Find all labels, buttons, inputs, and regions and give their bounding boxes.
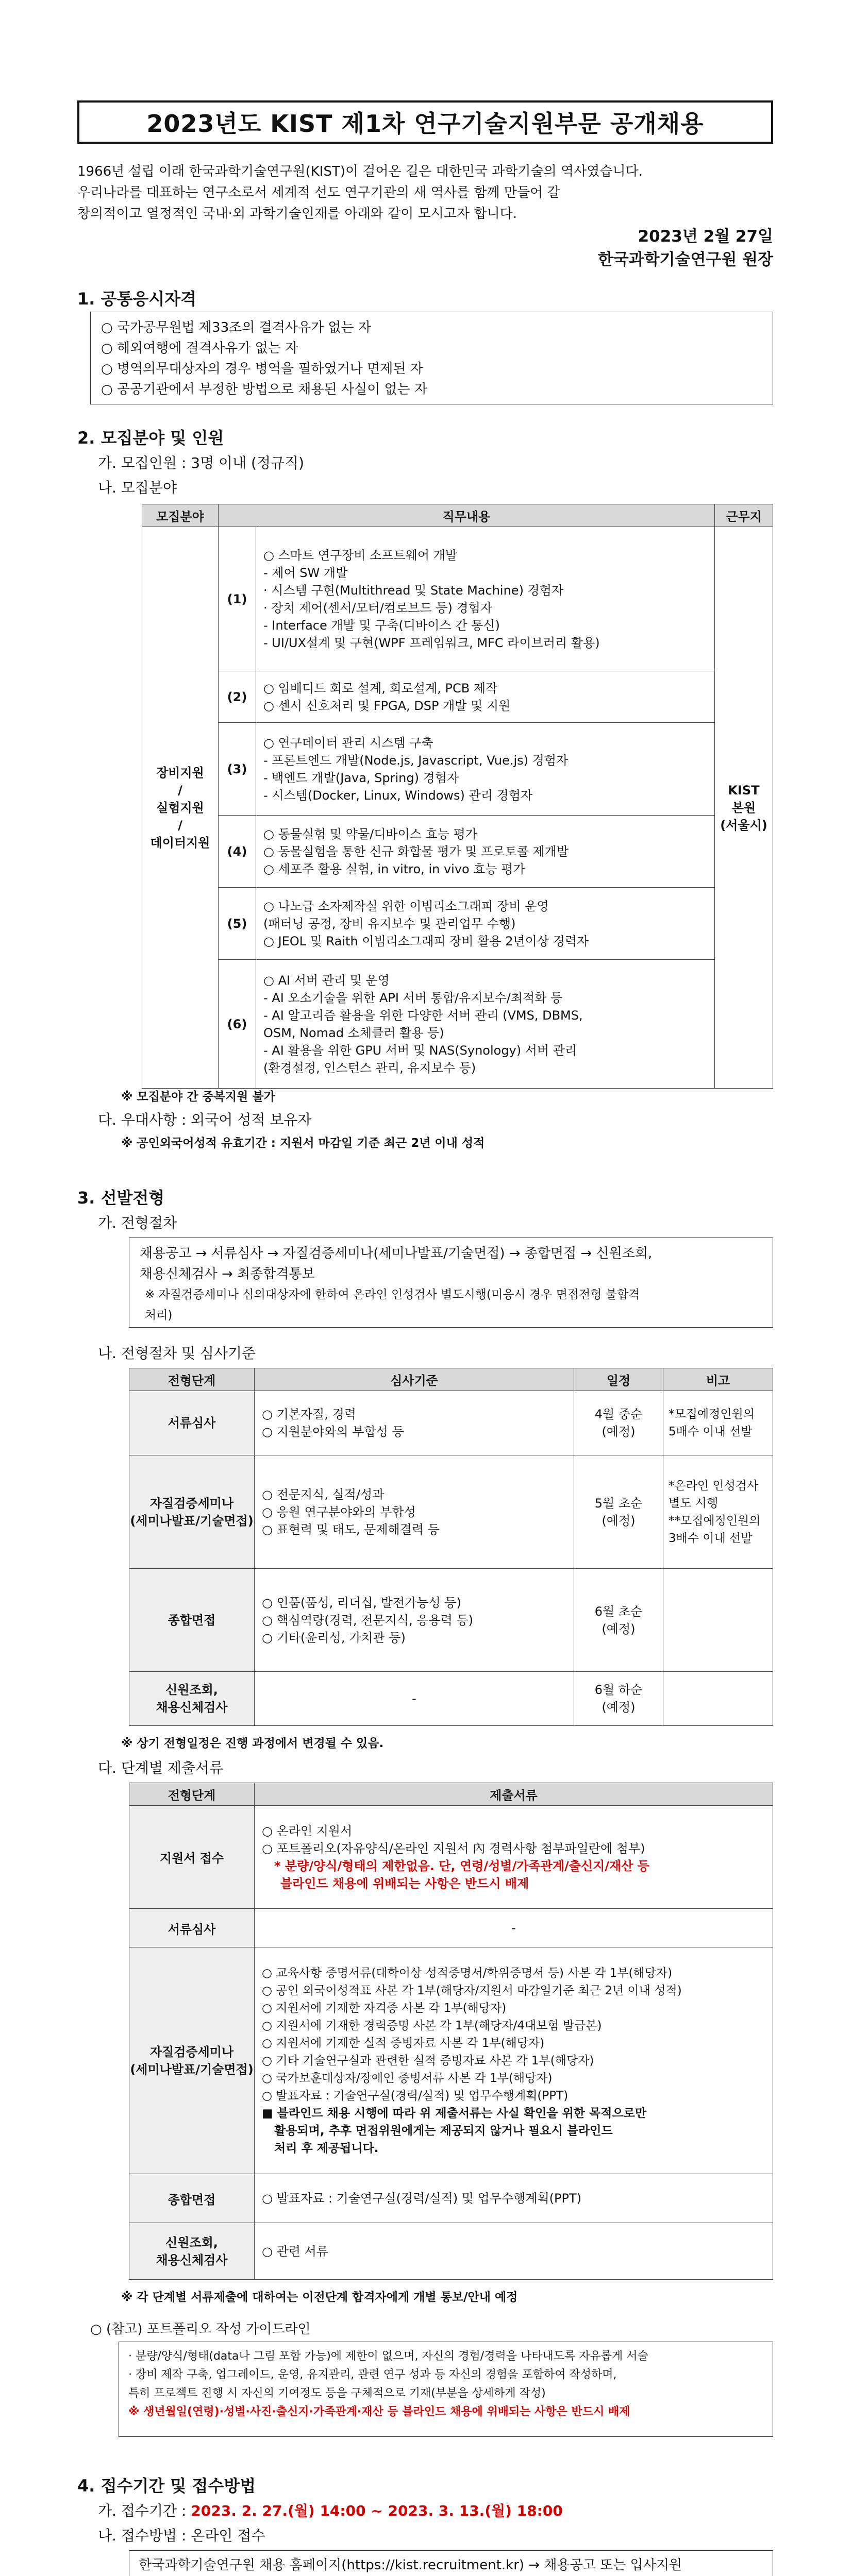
criteria-line: ○ 지원분야와의 부합성 등 [262,1425,404,1439]
stage-line: 신원조회, [165,2235,218,2250]
document-line: ○ 포트폴리오(자유양식/온라인 지원서 內 경력사항 첨부파일란에 첨부) [262,1841,645,1856]
intro-line: 우리나라를 대표하는 연구소로서 세계적 선도 연구기관의 새 역사를 함께 만들어 갈 [77,185,560,200]
duty-line: ○ 세포주 활용 실험, in vitro, in vivo 효능 평가 [263,861,525,876]
criteria-line: ○ 표현력 및 태도, 문제해결력 등 [262,1522,440,1537]
schedule-line: (예정) [602,1700,636,1715]
stage-cell [129,1947,255,2174]
table-header: 직무내용 [219,504,715,527]
duty-line: · 시스템 구현(Multithread 및 State Machine) 경험자 [263,583,564,598]
document-line: ○ 온라인 지원서 [262,1823,353,1838]
stage-line: 채용신체검사 [156,1700,228,1715]
schedule-cell [574,1391,663,1455]
eligibility-item: ○ 병역의무대상자의 경우 병역을 필하였거나 면제된 자 [101,361,423,377]
duty-line: - 제어 SW 개발 [263,565,348,580]
row-number: (3) [219,723,256,816]
section-2-title: 2. 모집분야 및 인원 [77,428,224,448]
criteria-label: 나. 전형절차 및 심사기준 [98,1345,256,1362]
eligibility-item: ○ 해외여행에 결격사유가 없는 자 [101,341,298,356]
application-period-value: 2023. 2. 27.(월) 14:00 ~ 2023. 3. 13.(월) 18:00 [191,2502,563,2519]
duty-line: ○ 동물실험 및 약물/디바이스 효능 평가 [263,826,477,841]
table-header: 전형단계 [129,1783,255,1806]
schedule-line: 4월 중순 [594,1407,643,1421]
stage-line: (세미나발표/기술면접) [130,1513,254,1528]
schedule-line: (예정) [602,1425,636,1439]
stage-cell [129,2223,255,2280]
documents-cell [255,1806,773,1909]
duty-line: (환경설정, 인스턴스 관리, 유지보수 등) [263,1060,476,1075]
document-line: ○ 지원서에 기재한 경력증명 사본 각 1부(해당자/4대보험 발급본) [262,2019,602,2032]
stage-line: 자질검증세미나 [149,2044,234,2059]
process-label: 가. 전형절차 [98,1214,177,1231]
field-name-line: 장비지원 [156,765,204,780]
criteria-line: ○ 인품(품성, 리더십, 발전가능성 등) [262,1595,461,1610]
row-number: (6) [219,960,256,1089]
stage-cell [129,1391,255,1455]
stage-line: 서류심사 [168,1416,216,1430]
stage-cell [129,1569,255,1672]
work-place-line: (서울시) [720,818,767,833]
documents-cell [255,1947,773,2174]
duty-line: OSM, Nomad 소체클러 활용 등) [263,1025,444,1040]
stage-cell: 서류심사 [129,1909,255,1947]
table-header: 근무지 [715,504,773,527]
blind-notice-line: ■ 블라인드 채용 시행에 따라 위 제출서류는 사실 확인을 위한 목적으로만 [262,2106,647,2120]
row-number: (2) [219,671,256,723]
document-line: ○ 교육사항 증명서류(대학이상 성적증명서/학위증명서 등) 사본 각 1부(해당자) [262,1966,673,1980]
process-flow-note: 처리) [145,1309,173,1322]
recruit-field-label: 나. 모집분야 [98,479,177,496]
blind-notice-line: 활용되며, 추후 면접위원에게는 제공되지 않거나 필요시 블라인드 [274,2124,613,2138]
process-flow-note: ※ 자질검증세미나 심의대상자에 한하여 온라인 인성검사 별도시행(미응시 경우 면접전형 불합격 [145,1288,640,1301]
portfolio-guide-line: · 분량/양식/형태(data나 그림 포함 가능)에 제한이 없으며, 자신의 경험/경력을 나타내도록 자유롭게 서술 [128,2350,648,2363]
portfolio-guide-title: ○ (참고) 포트폴리오 작성 가이드라인 [90,2321,311,2337]
stage-line: 자질검증세미나 [149,1496,234,1511]
portfolio-guide-box [119,2342,773,2437]
duty-line: - AI 알고리즘 활용을 위한 다양한 서버 관리 (VMS, DBMS, [263,1008,583,1023]
documents-cell [255,2174,773,2223]
process-flow-line: 채용신체검사 → 최종합격통보 [140,1266,315,1282]
remark-cell [663,1569,773,1672]
schedule-line: 6월 하순 [594,1683,643,1697]
criteria-line: ○ 기본자질, 경력 [262,1407,356,1421]
intro-line: 1966년 설립 이래 한국과학기술연구원(KIST)이 걸어온 길은 대한민국 과학기술의 역사였습니다. [77,164,643,179]
duty-line: - 프론트엔드 개발(Node.js, Javascript, Vue.js) 경험자 [263,753,569,768]
document-line: ○ 발표자료 : 기술연구실(경력/실적) 및 업무수행계획(PPT) [262,2191,581,2206]
duty-line: ○ 동물실험을 통한 신규 화합물 평가 및 프로토콜 제개발 [263,844,569,859]
criteria-cell [255,1569,574,1672]
criteria-cell: - [255,1672,574,1726]
duty-line: - AI 활용을 위한 GPU 서버 및 NAS(Synology) 서버 관리 [263,1043,577,1058]
recruit-field-table [142,504,773,1089]
schedule-change-note: ※ 상기 전형일정은 진행 과정에서 변경될 수 있음. [121,1737,384,1750]
duty-line: ○ 임베디드 회로 설계, 회로설계, PCB 제작 [263,681,498,696]
duty-line: - UI/UX설계 및 구현(WPF 프레임워크, MFC 라이브러리 활용) [263,635,600,650]
process-flow-line: 채용공고 → 서류심사 → 자질검증세미나(세미나발표/기술면접) → 종합면접 → 신원조회, [140,1246,653,1261]
duty-line: - 시스템(Docker, Linux, Windows) 관리 경험자 [263,788,533,803]
remark-line: *온라인 인성검사 [669,1479,759,1493]
duty-line: - Interface 개발 및 구축(디바이스 간 통신) [263,618,500,633]
duty-line: ○ 센서 신호처리 및 FPGA, DSP 개발 및 지원 [263,698,511,713]
schedule-line: (예정) [602,1513,636,1528]
schedule-cell [574,1569,663,1672]
table-header: 비고 [663,1368,773,1391]
field-name-line: / [178,818,182,833]
application-method: 나. 접수방법 : 온라인 접수 [98,2527,265,2544]
criteria-table [129,1368,773,1726]
criteria-line: ○ 응원 연구분야와의 부합성 [262,1504,416,1519]
field-name-cell [142,527,219,1089]
duty-line: · 장치 제어(센서/모터/컴로브드 등) 경험자 [263,600,492,615]
work-place-cell [715,527,773,1089]
document-line: ○ 지원서에 기재한 실적 증빙자료 사본 각 1부(해당자) [262,2036,545,2050]
section-3-title: 3. 선발전형 [77,1188,165,1208]
application-link-box[interactable] [129,2550,773,2576]
table-header: 제출서류 [255,1783,773,1806]
document-line: ○ 국가보훈대상자/장애인 증빙서류 사본 각 1부(해당자) [262,2071,553,2085]
portfolio-guide-line: · 장비 제작 구축, 업그레이드, 운영, 유지관리, 관련 연구 성과 등 자신의 경험을 포함하여 작성하며, [128,2368,617,2381]
row-number: (5) [219,888,256,960]
table-header: 전형단계 [129,1368,255,1391]
documents-cell [255,2223,773,2280]
remark-line: **모집예정인원의 [669,1514,761,1528]
duty-cell [256,816,715,888]
language-score-note: ※ 공인외국어성적 유효기간 : 지원서 마감일 기준 최근 2년 이내 성적 [121,1137,485,1150]
duty-line: ○ 나노급 소자제작실 위한 이빔리소그래피 장비 운영 [263,899,549,913]
documents-notice-note: ※ 각 단계별 서류제출에 대하여는 이전단계 합격자에게 개별 통보/안내 예정 [121,2291,518,2304]
field-name-line: 실험지원 [156,800,204,815]
duty-cell [256,888,715,960]
duty-cell [256,960,715,1089]
duty-line: - 백엔드 개발(Java, Spring) 경험자 [263,770,459,785]
duty-line: - AI 오소기술을 위한 API 서버 통합/유지보수/최적화 등 [263,990,563,1005]
application-link-line[interactable]: 한국과학기술연구원 채용 홈페이지(https://kist.recruitment.kr) → 채용공고 또는 입사지원 [139,2557,682,2573]
criteria-cell [255,1391,574,1455]
eligibility-item: ○ 국가공무원법 제33조의 결격사유가 없는 자 [101,320,372,335]
criteria-cell [255,1455,574,1569]
stage-cell: 종합면접 [129,2174,255,2223]
document-line: ○ 지원서에 기재한 자격증 사본 각 1부(해당자) [262,2001,507,2015]
schedule-line: 5월 초순 [594,1496,643,1511]
posting-date: 2023년 2월 27일 [638,227,773,246]
portfolio-guide-line: 특히 프로젝트 진행 시 자신의 기여정도 등을 구체적으로 기재(부분을 상세하게 작성) [128,2387,546,2400]
preference-line: 다. 우대사항 : 외국어 성적 보유자 [98,1111,312,1128]
remark-line: 3배수 이내 선발 [669,1531,753,1545]
table-header: 모집분야 [142,504,219,527]
recruit-count: 가. 모집인원 : 3명 이내 (정규직) [98,454,305,471]
section-4-title: 4. 접수기간 및 접수방법 [77,2476,256,2496]
schedule-line: (예정) [602,1621,636,1636]
stage-line: 채용신체검사 [156,2252,228,2267]
duty-cell [256,671,715,723]
posting-org: 한국과학기술연구원 원장 [597,250,773,269]
documents-cell: - [255,1909,773,1947]
work-place-line: KIST [728,783,760,798]
work-place-line: 본원 [731,800,756,815]
duplicate-apply-note: ※ 모집분야 간 중복지원 불가 [121,1090,275,1104]
criteria-line: ○ 전문지식, 실적/성과 [262,1487,385,1502]
stage-line: 종합면접 [168,1613,216,1628]
schedule-line: 6월 초순 [594,1604,643,1619]
field-name-line: / [178,783,182,798]
duty-line: ○ 연구데이터 관리 시스템 구축 [263,735,433,750]
stage-line: (세미나발표/기술면접) [130,2062,254,2077]
eligibility-item: ○ 공공기관에서 부정한 방법으로 채용된 사실이 없는 자 [101,382,428,397]
document-line: ○ 기타 기술연구실과 관련한 실적 증빙자료 사본 각 1부(해당자) [262,2054,594,2067]
section-1-title: 1. 공통응시자격 [77,289,197,309]
remark-cell [663,1455,773,1569]
document-line: ○ 관련 서류 [262,2244,328,2259]
table-header: 일정 [574,1368,663,1391]
process-flow-box [129,1238,773,1328]
schedule-cell [574,1455,663,1569]
document-line: ○ 공인 외국어성적표 사본 각 1부(해당자/지원서 마감일기준 최근 2년 이내 성적) [262,1984,682,1997]
duty-line: ○ JEOL 및 Raith 이빔리소그래피 장비 활용 2년이상 경력자 [263,934,589,948]
stage-cell: 지원서 접수 [129,1806,255,1909]
row-number: (1) [219,527,256,671]
title-box [77,100,773,144]
application-period-label: 가. 접수기간 : [98,2502,191,2519]
documents-table [129,1783,773,2280]
row-number: (4) [219,816,256,888]
application-period [98,2500,563,2520]
duty-cell [256,527,715,671]
remark-line: 별도 시행 [669,1496,719,1510]
schedule-cell [574,1672,663,1726]
stage-line: 신원조회, [165,1683,218,1697]
stage-cell [129,1672,255,1726]
page-title: 2023년도 KIST 제1차 연구기술지원부문 공개채용 [146,110,704,138]
documents-label: 다. 단계별 제출서류 [98,1759,224,1776]
remark-cell [663,1391,773,1455]
duty-line: ○ AI 서버 관리 및 운영 [263,973,390,988]
duty-line: ○ 스마트 연구장비 소프트웨어 개발 [263,548,458,563]
blind-warning-line: * 분량/양식/형태의 제한없음. 단, 연령/성별/가족관계/출신지/재산 등 [274,1858,649,1873]
blind-warning-line: 블라인드 채용에 위배되는 사항은 반드시 배제 [280,1876,529,1891]
duty-cell [256,723,715,816]
criteria-line: ○ 핵심역량(경력, 전문지식, 응용력 등) [262,1613,474,1628]
table-header: 심사기준 [255,1368,574,1391]
stage-cell [129,1455,255,1569]
remark-line: 5배수 이내 선발 [669,1425,753,1438]
intro-text [77,161,773,225]
portfolio-blind-warning: ※ 생년월일(연령)·성별·사진·출신지·가족관계·재산 등 블라인드 채용에 위배되는 사항은 반드시 배제 [128,2405,630,2418]
eligibility-box [90,312,773,404]
duty-line: (패터닝 공정, 장비 유지보수 및 관리업무 수행) [263,916,516,931]
field-name-line: 데이터지원 [150,835,210,850]
blind-notice-line: 처리 후 제공됩니다. [274,2141,379,2155]
document-line: ○ 발표자료 : 기술연구실(경력/실적) 및 업무수행계획(PPT) [262,2089,569,2103]
intro-line: 창의적이고 열정적인 국내·외 과학기술인재를 아래와 같이 모시고자 합니다. [77,206,517,222]
remark-cell [663,1672,773,1726]
criteria-line: ○ 기타(윤리성, 가치관 등) [262,1630,406,1645]
remark-line: *모집예정인원의 [669,1408,755,1421]
